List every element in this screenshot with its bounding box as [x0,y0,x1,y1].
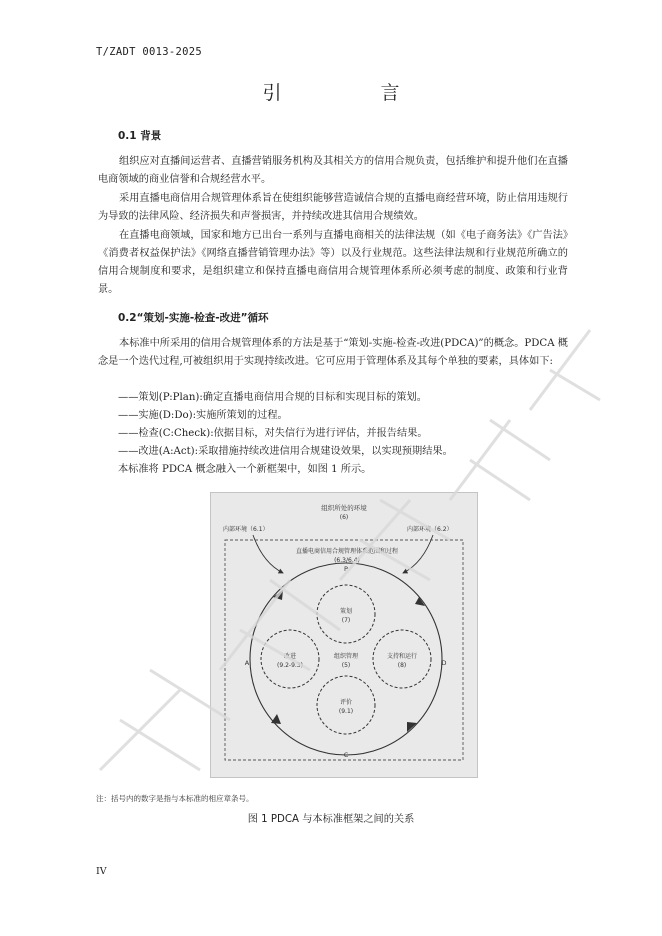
paragraph: 本标准将 PDCA 概念融入一个新框架中，如图 1 所示。 [118,464,372,475]
scope-ref: (6.3/6.4) [334,557,360,564]
page-number: IV [96,866,107,877]
list-item: ——改进(A:Act):采取措施持续改进信用合规建设效果，以实现预期结果。 [118,446,453,457]
figure-caption: 图 1 PDCA 与本标准框架之间的关系 [247,814,415,825]
node-center-ref: (5) [341,662,351,669]
list-item: ——实施(D:Do):实施所策划的过程。 [118,410,288,421]
figure-note: 注：括号内的数字是指与本标准的相应章条号。 [96,794,254,803]
paragraph: 组织应对直播间运营者、直播营销服务机构及其相关方的信用合规负责，包括维护和提升他们在直播电商领域的商业信誉和合规经营水平。 [98,156,568,185]
cycle-label-p: P [344,565,348,573]
node-evaluate-ref: (9.1) [338,708,354,715]
node-improve-label: 改进 [283,653,297,660]
cycle-arrow-head [407,722,417,732]
cycle-label-d: D [441,659,447,667]
internal-environment-left-label: 内部环境（6.1） [223,526,269,533]
list-item: ——策划(P:Plan):确定直播电商信用合规的目标和实现目标的策划。 [118,392,427,403]
paragraph: 采用直播电商信用合规管理体系旨在使组织能够营造诚信合规的直播电商经营环境，防止信用违规行为导致的法律风险、经济损失和声誉损害，并持续改进其信用合规绩效。 [98,193,568,222]
section-heading-background: 0.1 背景 [118,130,162,142]
node-support-label: 支持和运行 [386,653,418,660]
list-item: ——检查(C:Check):依据目标，对失信行为进行评估，并报告结果。 [118,428,428,439]
paragraph: 本标准中所采用的信用合规管理体系的方法是基于“策划-实施-检查-改进(PDCA)”的概念。PDCA 概念是一个迭代过程,可被组织用于实现持续改进。它可应用于管理体系及其每个单独的要素，具体如下: [98,338,568,367]
node-improve-ref: (9.2-9.3) [277,662,303,669]
node-plan-ref: (7) [341,617,351,624]
node-support-ref: (8) [397,662,407,669]
cycle-label-c: C [343,751,349,759]
outer-environment-label: 组织所处的环境 [321,504,367,512]
internal-environment-right-label: 内部环境（6.2） [407,526,453,533]
pdca-framework-diagram [210,492,478,778]
pdca-diagram-svg [211,493,477,777]
scope-label: 直播电商信用合规管理体系范围和过程 [295,548,399,555]
section-heading-pdca: 0.2“策划-实施-检查-改进”循环 [118,312,269,324]
paragraph: 在直播电商领域，国家和地方已出台一系列与直播电商相关的法律法规（如《电子商务法》《广告法》《消费者权益保护法》《网络直播营销管理办法》等）以及行业规范。这些法律法规和行业规范所确立的信用合规制度和要求，是组织建立和保持直播电商信用合规管理体系所必须考虑的制度、政策和行业背景。 [98,230,568,295]
outer-environment-ref: (6) [339,514,349,521]
page-title: 引 言 [262,82,440,104]
document-id: T/ZADT 0013-2025 [96,46,202,58]
left-input-arrow [253,535,283,573]
node-evaluate-label: 评价 [339,699,353,706]
right-input-arrow [403,535,433,573]
node-center-label: 组织管理 [333,653,359,660]
cycle-label-a: A [244,659,250,667]
cycle-arrow-head [271,714,281,724]
node-plan-label: 策划 [339,608,353,615]
